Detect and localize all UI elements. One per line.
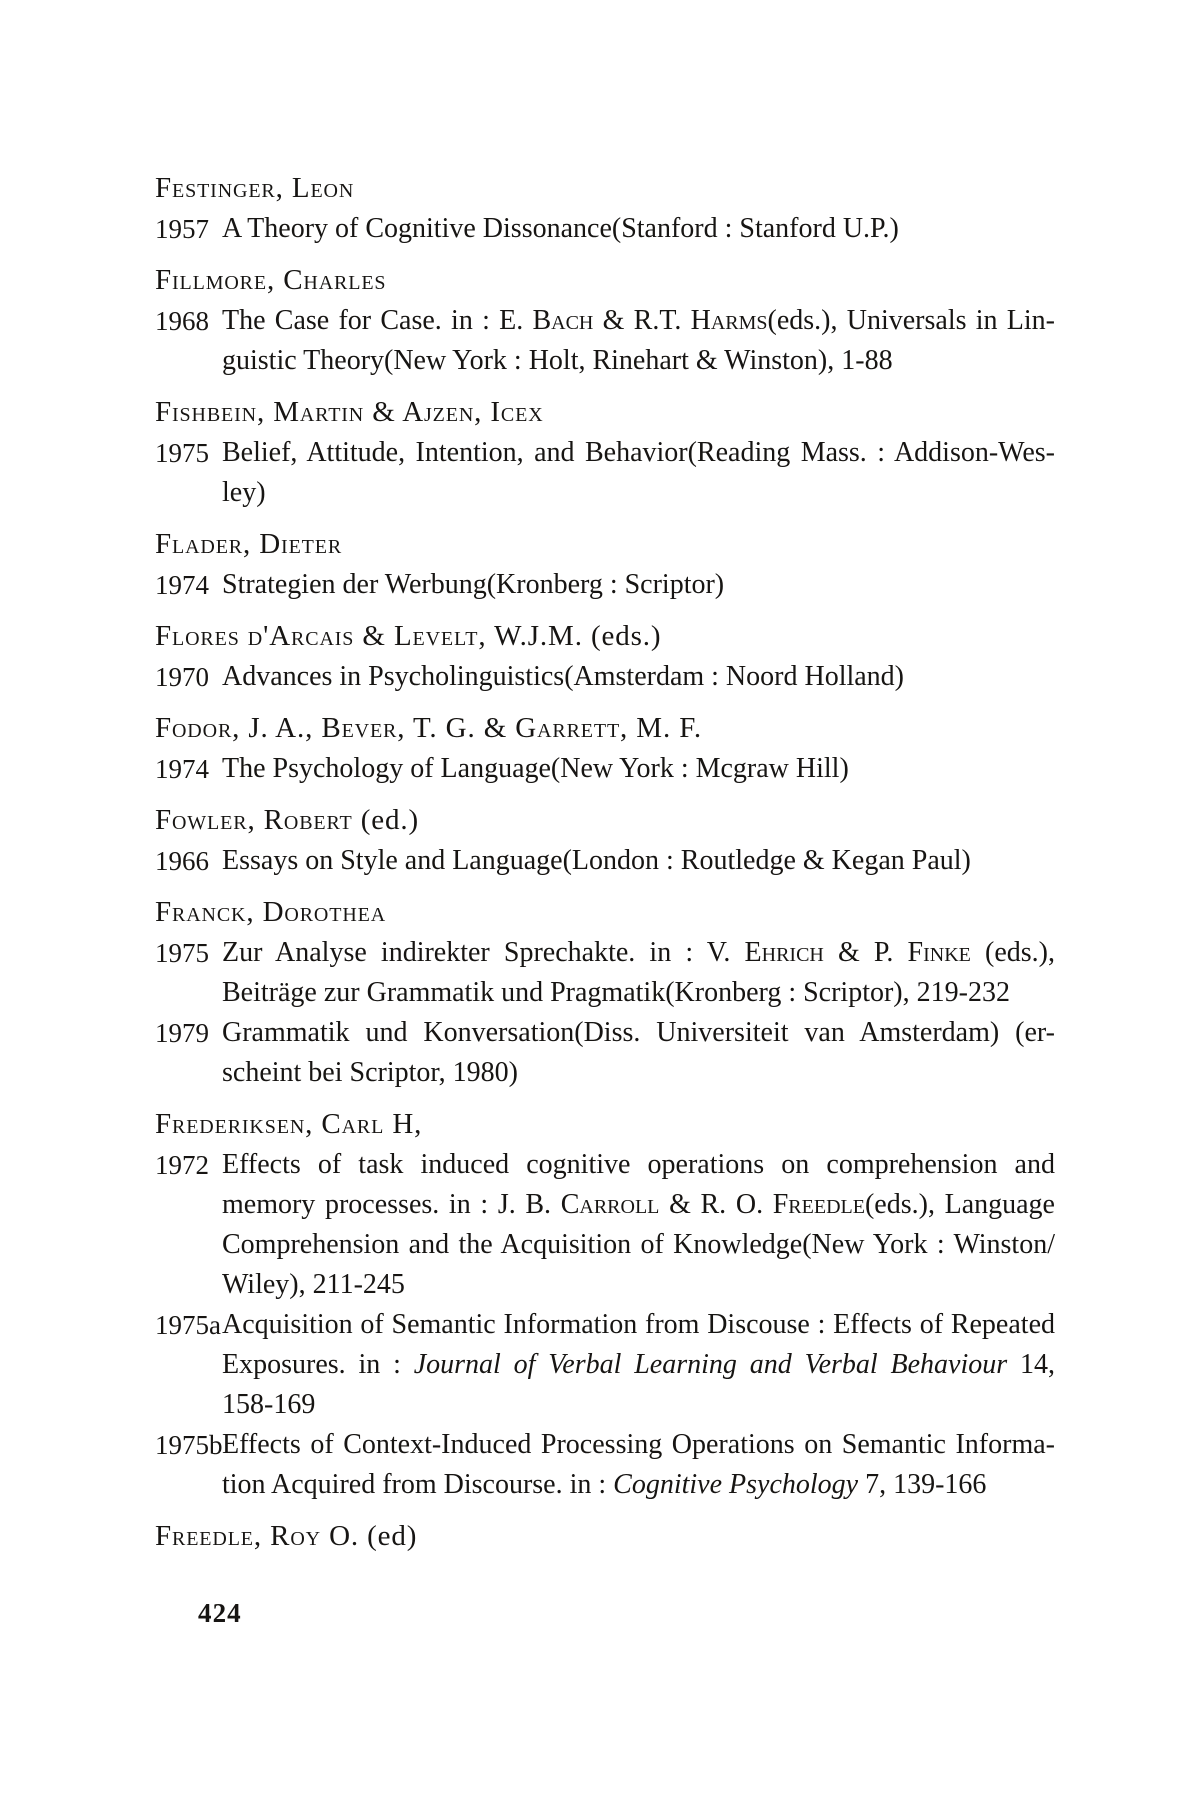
work-year: 1974 bbox=[155, 570, 209, 600]
text-segment: Beiträge zur Grammatik und Pragmatik(Kronberg : Scriptor), 219-232 bbox=[222, 977, 1010, 1008]
bibliography-entry bbox=[155, 800, 1055, 881]
text-segment: Advances in Psycholinguistics(Amsterdam : Noord Holland) bbox=[222, 661, 905, 692]
work-line bbox=[222, 565, 1055, 605]
italic-title: Journal of Verbal Learning and Verbal Behaviour bbox=[413, 1349, 1008, 1380]
work-year: 1975a bbox=[155, 1310, 221, 1340]
work-row bbox=[155, 749, 1055, 789]
bibliography-entry bbox=[155, 392, 1055, 513]
work-text bbox=[222, 933, 1055, 1013]
author-name-smallcaps: Ehrich bbox=[744, 937, 824, 968]
work-row bbox=[155, 1013, 1055, 1093]
work-line bbox=[222, 1345, 1055, 1385]
author-name-smallcaps: Fodor, J. A., Bever, T. G. & Garrett, M. F. bbox=[155, 712, 702, 744]
work-line bbox=[222, 301, 1055, 341]
author-name-smallcaps: Flores d'Arcais & Levelt, W.J.M. bbox=[155, 620, 583, 652]
text-segment: Wiley), 211-245 bbox=[222, 1269, 405, 1300]
work-row bbox=[155, 657, 1055, 697]
author-line bbox=[155, 260, 1055, 301]
text-segment: 158-169 bbox=[222, 1389, 316, 1420]
author-name-smallcaps: Frederiksen, Carl H, bbox=[155, 1108, 423, 1140]
work-year: 1975 bbox=[155, 938, 209, 968]
text-segment: 7, 139-166 bbox=[858, 1469, 987, 1500]
work-text bbox=[222, 1305, 1055, 1425]
work-row bbox=[155, 1145, 1055, 1305]
author-name-smallcaps: Freedle, Roy O. bbox=[155, 1520, 360, 1552]
work-line bbox=[222, 1145, 1055, 1185]
work-row bbox=[155, 209, 1055, 249]
work-row bbox=[155, 1305, 1055, 1425]
bibliography-entry bbox=[155, 708, 1055, 789]
author-name-smallcaps: Carroll bbox=[560, 1189, 660, 1220]
author-name-smallcaps: Festinger, Leon bbox=[155, 172, 355, 204]
work-line bbox=[222, 473, 1055, 513]
text-segment: (ed.) bbox=[352, 804, 420, 836]
text-segment: The Case for Case. in : E. bbox=[222, 305, 533, 336]
text-segment: memory processes. in : J. B. bbox=[222, 1189, 561, 1220]
work-line bbox=[222, 1013, 1055, 1053]
work-text bbox=[222, 209, 1055, 249]
work-text bbox=[222, 1425, 1055, 1505]
author-name-smallcaps: Fowler, Robert bbox=[155, 804, 353, 836]
text-segment: Exposures. in : bbox=[222, 1349, 414, 1380]
work-year: 1970 bbox=[155, 662, 209, 692]
text-segment: ley) bbox=[222, 477, 266, 508]
bibliography-entry bbox=[155, 524, 1055, 605]
work-line bbox=[222, 933, 1055, 973]
work-line bbox=[222, 1385, 1055, 1425]
work-line bbox=[222, 209, 1055, 249]
author-name-smallcaps: Freedle bbox=[772, 1189, 865, 1220]
italic-title: Cognitive Psychology bbox=[613, 1469, 859, 1500]
text-segment: & R.T. bbox=[593, 305, 691, 336]
work-line bbox=[222, 749, 1055, 789]
work-year: 1979 bbox=[155, 1018, 209, 1048]
bibliography-entry bbox=[155, 892, 1055, 1093]
author-line bbox=[155, 1104, 1055, 1145]
author-line bbox=[155, 892, 1055, 933]
author-name-smallcaps: Flader, Dieter bbox=[155, 528, 343, 560]
text-segment: guistic Theory(New York : Holt, Rinehart & Winston), 1-88 bbox=[222, 345, 893, 376]
work-line bbox=[222, 1053, 1055, 1093]
text-segment: & P. bbox=[823, 937, 908, 968]
bibliography-entry bbox=[155, 260, 1055, 381]
work-line bbox=[222, 1465, 1055, 1505]
text-segment: (eds.) bbox=[582, 620, 662, 652]
work-line bbox=[222, 657, 1055, 697]
bibliography-entry bbox=[155, 1104, 1055, 1505]
text-segment: Comprehension and the Acquisition of Knowledge(New York : Winston/ bbox=[222, 1229, 1055, 1260]
text-segment: (eds.), bbox=[970, 937, 1055, 968]
work-row bbox=[155, 301, 1055, 381]
text-segment: tion Acquired from Discourse. in : bbox=[222, 1469, 614, 1500]
work-year: 1974 bbox=[155, 754, 209, 784]
work-line bbox=[222, 1265, 1055, 1305]
author-line bbox=[155, 1516, 1055, 1557]
text-segment: Effects of task induced cognitive operations on comprehension and bbox=[222, 1149, 1055, 1180]
work-year: 1975 bbox=[155, 438, 209, 468]
text-segment: scheint bei Scriptor, 1980) bbox=[222, 1057, 518, 1088]
work-text bbox=[222, 1145, 1055, 1305]
work-line bbox=[222, 433, 1055, 473]
work-line bbox=[222, 1185, 1055, 1225]
text-segment: 14, bbox=[1007, 1349, 1056, 1380]
work-line bbox=[222, 341, 1055, 381]
text-segment: (eds.), Language bbox=[864, 1189, 1055, 1220]
work-text bbox=[222, 841, 1055, 881]
bibliography-entry bbox=[155, 1516, 1055, 1557]
text-segment: Effects of Context-Induced Processing Operations on Semantic Informa- bbox=[222, 1429, 1055, 1460]
page-number: 424 bbox=[198, 1598, 242, 1628]
author-name-smallcaps: Finke bbox=[907, 937, 971, 968]
author-name-smallcaps: Franck, Dorothea bbox=[155, 896, 387, 928]
work-line bbox=[222, 841, 1055, 881]
text-segment: Belief, Attitude, Intention, and Behavior(Reading Mass. : Addison-Wes- bbox=[222, 437, 1055, 468]
text-segment: Grammatik und Konversation(Diss. Universiteit van Amsterdam) (er- bbox=[222, 1017, 1055, 1048]
work-row bbox=[155, 1425, 1055, 1505]
author-name-smallcaps: Fillmore, Charles bbox=[155, 264, 387, 296]
author-line bbox=[155, 524, 1055, 565]
work-row bbox=[155, 933, 1055, 1013]
work-year: 1966 bbox=[155, 846, 209, 876]
bibliography-list bbox=[155, 168, 1055, 1557]
text-segment: (eds.), Universals in Lin- bbox=[767, 305, 1055, 336]
author-name-smallcaps: Bach bbox=[532, 305, 594, 336]
author-line bbox=[155, 616, 1055, 657]
text-segment: & R. O. bbox=[659, 1189, 773, 1220]
work-text bbox=[222, 433, 1055, 513]
text-segment: (ed) bbox=[359, 1520, 418, 1552]
bibliography-entry bbox=[155, 616, 1055, 697]
work-text bbox=[222, 1013, 1055, 1093]
text-segment: Acquisition of Semantic Information from Discouse : Effects of Repeated bbox=[222, 1309, 1055, 1340]
work-year: 1975b bbox=[155, 1430, 223, 1460]
work-line bbox=[222, 1305, 1055, 1345]
work-line bbox=[222, 973, 1055, 1013]
text-segment: Strategien der Werbung(Kronberg : Scriptor) bbox=[222, 569, 725, 600]
work-text bbox=[222, 301, 1055, 381]
bibliography-entry bbox=[155, 168, 1055, 249]
author-name-smallcaps: Harms bbox=[690, 305, 768, 336]
text-segment: A Theory of Cognitive Dissonance(Stanford : Stanford U.P.) bbox=[222, 213, 899, 244]
author-line bbox=[155, 392, 1055, 433]
work-row bbox=[155, 433, 1055, 513]
work-row bbox=[155, 841, 1055, 881]
author-name-smallcaps: Fishbein, Martin & Ajzen, Icex bbox=[155, 396, 544, 428]
text-segment: Essays on Style and Language(London : Routledge & Kegan Paul) bbox=[222, 845, 971, 876]
work-year: 1972 bbox=[155, 1150, 209, 1180]
work-line bbox=[222, 1225, 1055, 1265]
work-year: 1957 bbox=[155, 214, 209, 244]
author-line bbox=[155, 708, 1055, 749]
text-segment: Zur Analyse indirekter Sprechakte. in : V. bbox=[222, 937, 745, 968]
work-line bbox=[222, 1425, 1055, 1465]
work-text bbox=[222, 657, 1055, 697]
author-line bbox=[155, 800, 1055, 841]
work-text bbox=[222, 749, 1055, 789]
work-row bbox=[155, 565, 1055, 605]
author-line bbox=[155, 168, 1055, 209]
work-year: 1968 bbox=[155, 306, 209, 336]
text-segment: The Psychology of Language(New York : Mcgraw Hill) bbox=[222, 753, 849, 784]
work-text bbox=[222, 565, 1055, 605]
